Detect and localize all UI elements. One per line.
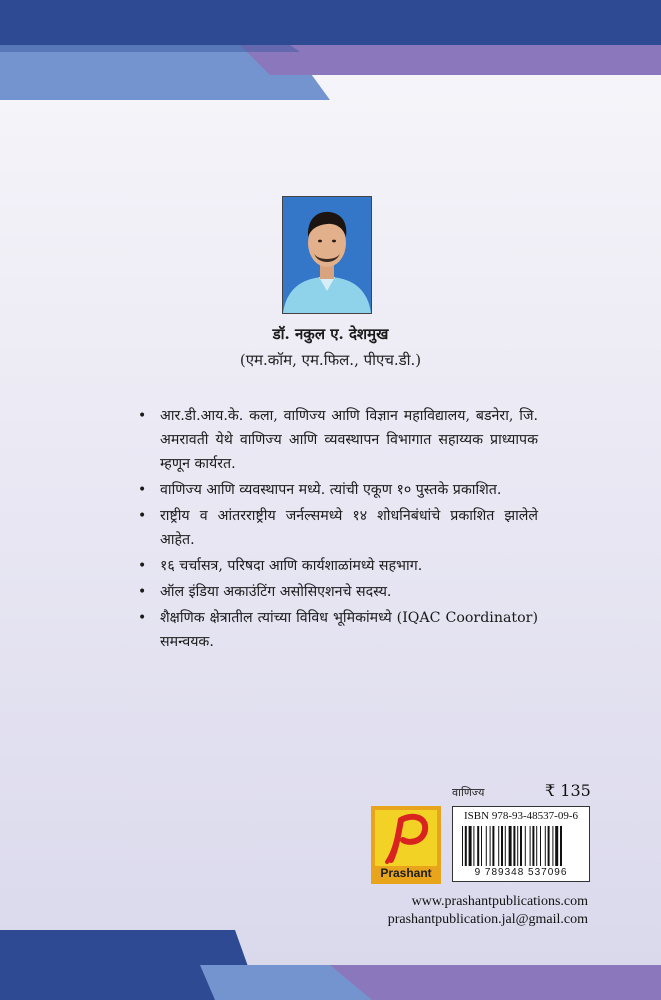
author-photo <box>282 196 372 314</box>
bio-text: ऑल इंडिया अकाउंटिंग असोसिएशनचे सदस्य. <box>160 584 392 600</box>
bullet-icon: • <box>138 508 147 524</box>
barcode-bar <box>525 826 526 866</box>
barcode-bar <box>473 826 474 866</box>
barcode-bar <box>548 826 550 866</box>
bio-text: राष्ट्रीय व आंतरराष्ट्रीय जर्नल्समध्ये १४ शोधनिबंधांचे प्रकाशित झालेले आहेत. <box>160 508 538 548</box>
barcode <box>460 826 582 866</box>
bullet-icon: • <box>138 482 147 498</box>
barcode-bar <box>498 826 499 866</box>
barcode-bar <box>552 826 553 866</box>
author-bio-list <box>138 404 538 656</box>
author-qualifications: (एम.कॉम, एम.फिल., पीएच.डी.) <box>239 351 422 369</box>
barcode-digits: 9 789348 537096 <box>474 867 568 878</box>
bio-text: १६ चर्चासत्र, परिषदा आणि कार्यशाळांमध्ये सहभाग. <box>160 558 423 574</box>
logo-mark <box>375 810 437 866</box>
barcode-bar <box>530 826 531 866</box>
barcode-bar <box>465 826 467 866</box>
bio-text: वाणिज्य आणि व्यवस्थापन मध्ये. त्यांची एकूण १० पुस्तके प्रकाशित. <box>160 482 502 498</box>
bio-text: शैक्षणिक क्षेत्रातील त्यांच्या विविध भूमिकांमध्ये (IQAC Coordinator) समन्वयक. <box>160 610 538 650</box>
isbn-label: ISBN 978-93-48537-09-6 <box>464 810 578 822</box>
barcode-bar <box>517 826 518 866</box>
barcode-bar <box>536 826 537 866</box>
book-category: वाणिज्य <box>452 786 485 799</box>
barcode-bar <box>477 826 479 866</box>
publisher-website: www.prashantpublications.com <box>411 894 588 909</box>
bio-item <box>138 404 538 476</box>
barcode-bar <box>486 826 487 866</box>
barcode-bar <box>462 826 463 866</box>
logo-brand-text: Prashant <box>380 866 432 880</box>
barcode-bar <box>545 826 546 866</box>
bullet-icon: • <box>138 408 147 424</box>
bullet-icon: • <box>138 610 147 626</box>
bio-item <box>138 504 538 552</box>
bullet-icon: • <box>138 584 147 600</box>
barcode-bar <box>501 826 503 866</box>
publisher-logo <box>371 806 441 884</box>
author-name: डॉ. नकुल ए. देशमुख <box>272 325 389 343</box>
barcode-bar <box>505 826 506 866</box>
isbn-barcode-box <box>452 806 590 882</box>
barcode-bar <box>555 826 558 866</box>
book-price: ₹ 135 <box>545 781 591 800</box>
barcode-bar <box>532 826 534 866</box>
barcode-bar <box>469 826 472 866</box>
bio-item <box>138 554 538 578</box>
bullet-icon: • <box>138 558 147 574</box>
barcode-bar <box>481 826 482 866</box>
barcode-bar <box>509 826 512 866</box>
barcode-bar <box>520 826 522 866</box>
bio-item <box>138 580 538 604</box>
bio-item <box>138 606 538 654</box>
barcode-bar <box>492 826 494 866</box>
bottom-decorative-band <box>0 890 661 1000</box>
barcode-bar <box>490 826 491 866</box>
barcode-bar <box>513 826 515 866</box>
top-decorative-band <box>0 0 661 110</box>
bio-text: आर.डी.आय.के. कला, वाणिज्य आणि विज्ञान महाविद्यालय, बडनेरा, जि. अमरावती येथे वाणिज्य आणि व्यवस्थापन विभागात सहाय्यक प्राध्यापक म्हणून कार्यरत. <box>160 408 538 472</box>
barcode-bar <box>560 826 562 866</box>
publisher-email: prashantpublication.jal@gmail.com <box>387 912 588 927</box>
barcode-bar <box>540 826 541 866</box>
bio-item <box>138 478 538 502</box>
